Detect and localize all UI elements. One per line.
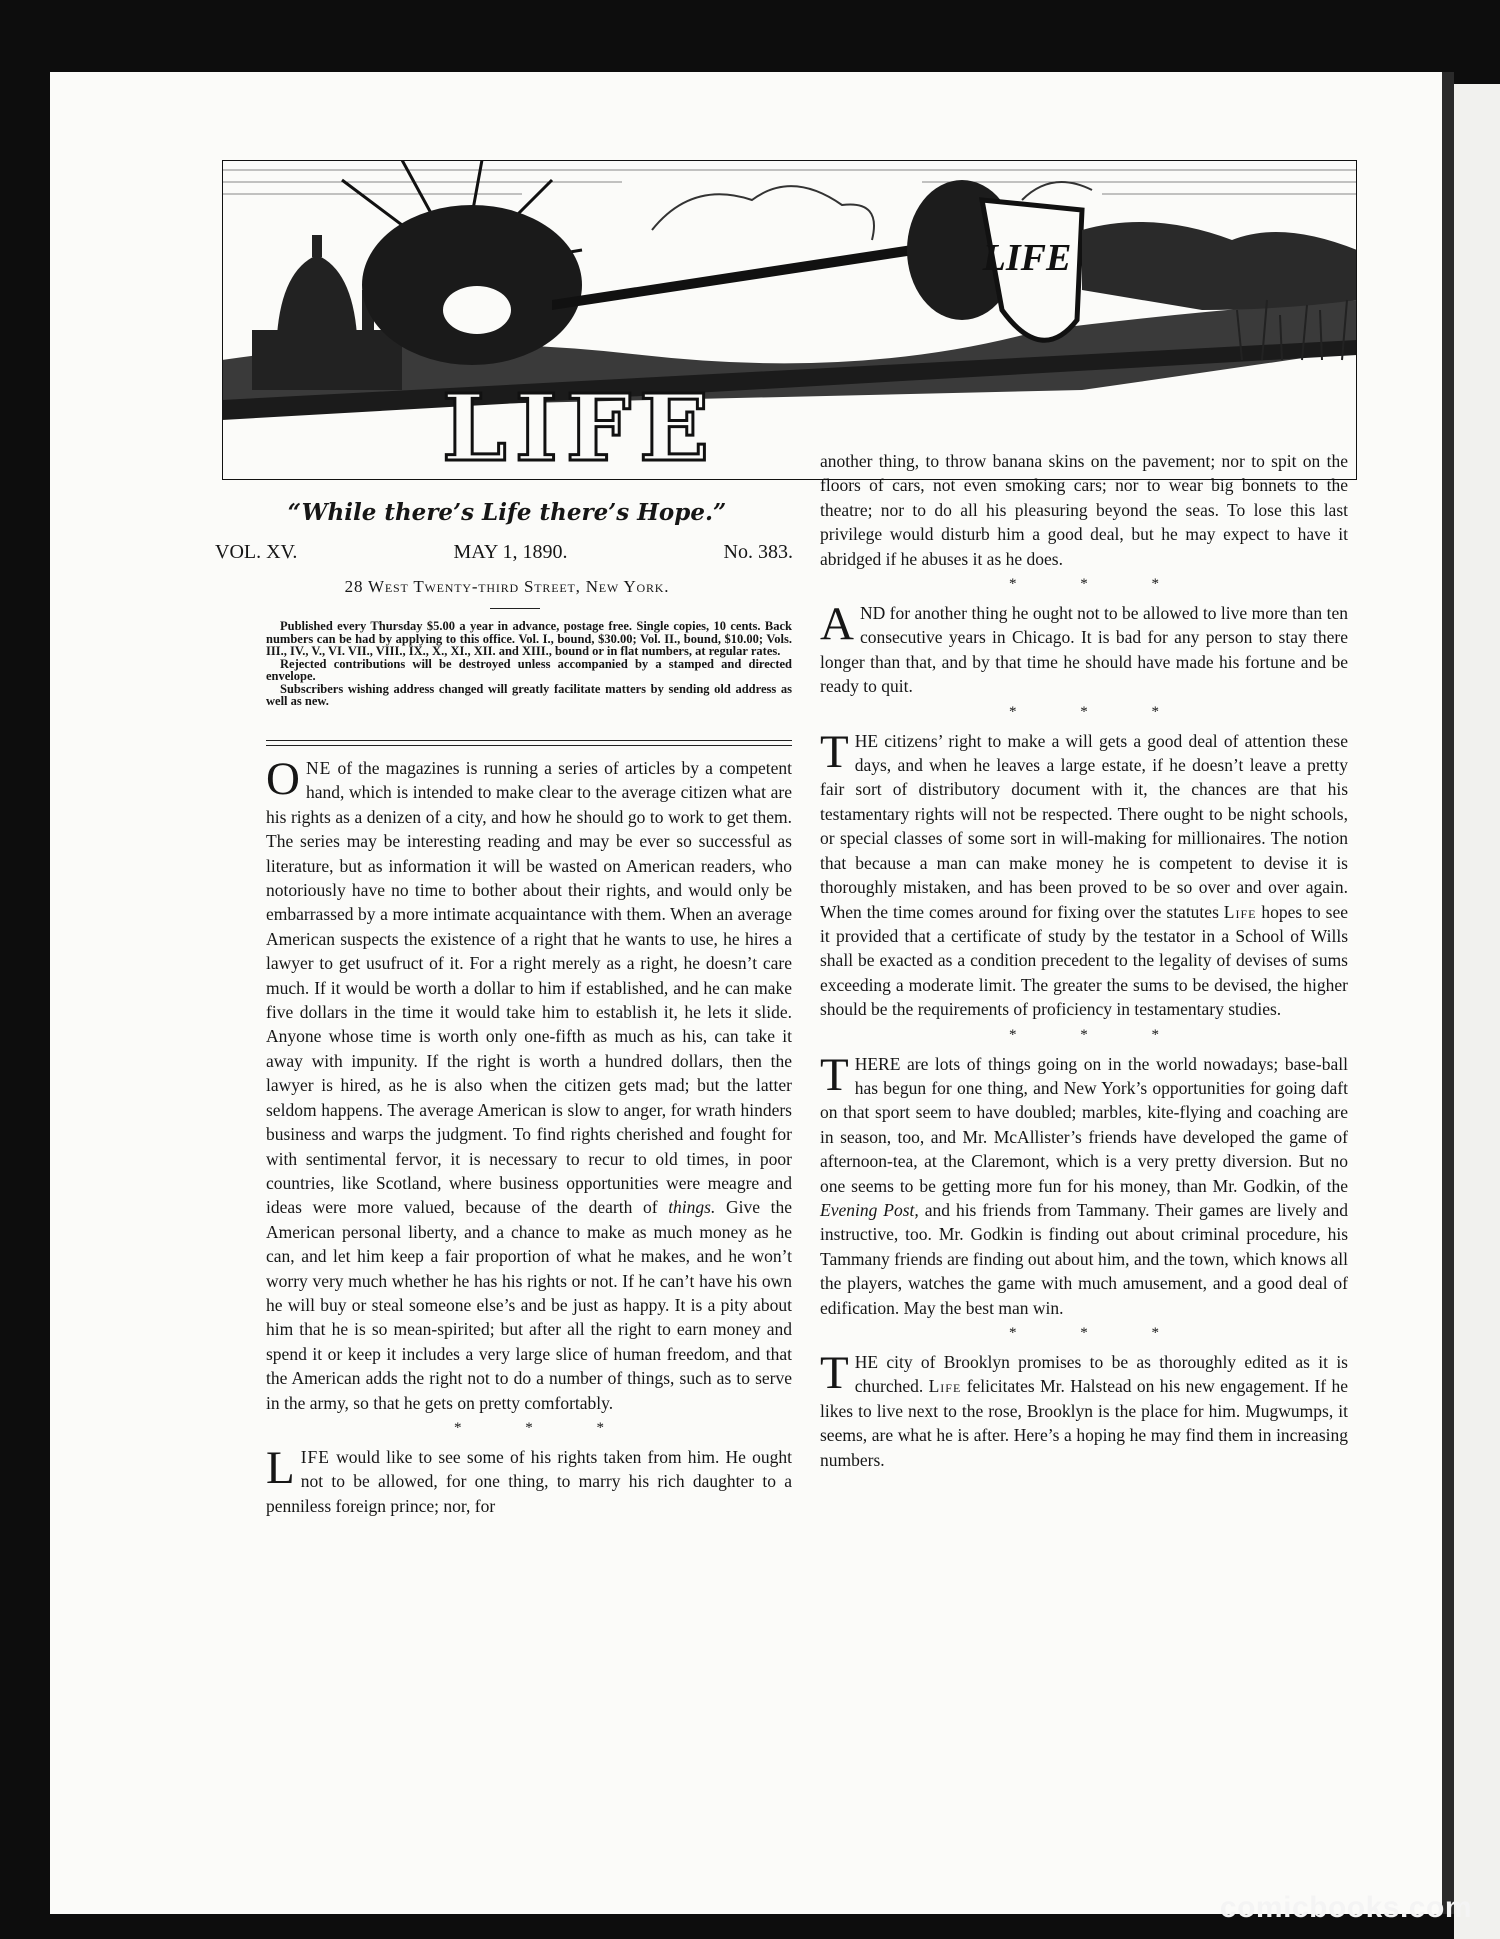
- motto: “While there’s Life there’s Hope.”: [287, 499, 727, 526]
- drop-cap: T: [820, 725, 849, 778]
- section-separator: * * *: [1009, 576, 1189, 593]
- issue-date: MAY 1, 1890.: [453, 541, 568, 563]
- divider: [490, 608, 540, 609]
- drop-cap: A: [820, 598, 854, 651]
- section-separator: * * *: [1009, 1026, 1189, 1043]
- article-column-left: [266, 753, 793, 1518]
- paragraph-chicago: AND for another thing he ought not to be allowed to live more than ten consecutive years in Chicago. It is bad for any person to stay there longer than that, and by that time he should have made his fortune and be ready to quit.: [820, 598, 1348, 697]
- section-separator: * * *: [1009, 703, 1189, 720]
- drop-cap: T: [820, 1347, 849, 1399]
- shield-label: LIFE: [982, 237, 1072, 279]
- paragraph-life-rights: LIFE would like to see some of his rights taken from him. He ought not to be allowed, for one thing, to marry his rich daughter to a penniless foreign prince; nor, for: [266, 1441, 792, 1516]
- publication-note-subscription: Published every Thursday $5.00 a year in advance, postage free. Single copies, 10 cents. Back numbers can be had by applying to this office. Vol. I., bound, $30.00; Vol. II., bound, $10.00; Vols. III., IV., V., VI. VII., VIII., IX., X., XI., XII. and XIII., bound or in flat numbers, at regular rates.: [266, 619, 792, 658]
- drop-cap: O: [266, 753, 300, 805]
- paragraph-brooklyn: THE city of Brooklyn promises to be as thoroughly edited as it is churched. Life felicitates Mr. Halstead on his new engagement. If he likes to live next to the rose, Brooklyn is the place for him. Mugwumps, it seems, are what he is after. Here’s a hoping he may find them in increasing numbers.: [820, 1347, 1348, 1470]
- section-separator: * * *: [454, 1419, 634, 1436]
- paragraph-continued: another thing, to throw banana skins on the pavement; nor to spit on the floors of cars, not even smoking cars; nor to wear big bonnets to the theatre; nor to do all his pleasuring beyond the seas. To lose this last privilege would disturb him a good deal, but he may expect to have it abridged if he abuses it as he does.: [820, 451, 1348, 569]
- volume-number: VOL. XV.: [215, 541, 298, 563]
- issue-number: No. 383.: [723, 541, 793, 563]
- publication-note: [266, 620, 792, 708]
- drop-cap: L: [266, 1441, 295, 1494]
- paragraph-rights: ONE of the magazines is running a series of articles by a competent hand, which is intended to make clear to the average citizen what are his rights as a denizen of a city, and how he should go to work to get them. The series may be interesting reading and may be ever so successful as literature, but as information it will be wasted on American readers, who notoriously have no time to bother about their rights, and would only be embarrassed by a more intimate acquaintance with them. When an average American suspects the existence of a right that he wants to use, he hires a lawyer to get usufruct of it. For a right merely as a right, he doesn’t care much. If it would be worth a dollar to him if established, and he can make five dollars in the time it would take him to establish it, he lets it slide. Anyone whose time is worth only one-fifth as much as his, can take it away with impunity. If the right is worth a hundred dollars, then the lawyer is hired, as he is also when the citizen gets mad; but the latter seldom happens. The average American is slow to anger, for wrath hinders business and warps the judgment. To find rights cherished and fought for with sentimental fervor, it is necessary to recur to old times, in poor countries, like Scotland, where business opportunities were meagre and ideas were more valued, because of the dearth of things. Give the American personal liberty, and a chance to make as much money as he can, and let him keep a fair proportion of what he makes, and he won’t worry very much whether he has his rights or not. If he can’t have his own he will buy or steal someone else’s and be just as happy. It is a pity about him that he is so mean-spirited; but after all the right to earn money and spend it or keep it includes a very large slice of human freedom, and that the American adds the right not to do a number of things, such as to serve in the army, so that he gets on pretty comfortably.: [266, 753, 793, 1413]
- paragraph-wills: THE citizens’ right to make a will gets a good deal of attention these days, and when he leaves a large estate, if he doesn’t leave a pretty fair sort of distributory document with it, the chances are that his testamentary rights will not be respected. There ought to be night schools, or special classes of some sort in will-making for millionaires. The notion that because a man can make money he is competent to devise it is thoroughly mistaken, and has been proved to be so over and over again. When the time comes around for fixing over the statutes Life hopes to see it provided that a certificate of study by the testator in a School of Wills shall be exacted as a condition precedent to the legality of devises of sums exceeding a moderate limit. The greater the sums to be devised, the higher should be the requirements of proficiency in testamentary studies.: [820, 725, 1348, 1020]
- issue-info-row: [215, 541, 793, 564]
- drop-cap: T: [820, 1048, 849, 1101]
- divider: [266, 740, 792, 741]
- divider: [266, 745, 792, 746]
- masthead-title: LIFE: [442, 374, 718, 480]
- masthead-illustration: [222, 160, 1357, 480]
- office-address: 28 West Twenty-third Street, New York.: [344, 577, 670, 596]
- section-separator: * * *: [1009, 1325, 1189, 1341]
- page-gutter: [1442, 72, 1454, 1914]
- watermark: comicbooks.com: [1219, 1891, 1472, 1924]
- article-column-right: [820, 449, 1348, 1472]
- paragraph-godkin: THERE are lots of things going on in the world nowadays; base-ball has begun for one thing, and New York’s opportunities for going daft on that sport seem to have doubled; marbles, kite-flying and coaching are in season, too, and Mr. McAllister’s friends have developed the game of afternoon-tea, at the Claremont, which is a very pretty diversion. But no one seems to be getting more fun for his money, than Mr. Godkin, of the Evening Post, and his friends from Tammany. Their games are lively and instructive, too. Mr. Godkin is finding out about criminal procedure, his Tammany friends are finding out about him, and the town, which knows all the players, watches the game with much amusement, and a good deal of edification. May the best man win.: [820, 1048, 1348, 1318]
- publication-note-address-change: Subscribers wishing address changed will greatly facilitate matters by sending old address as well as new.: [266, 681, 792, 708]
- facing-page-edge: [1454, 84, 1500, 1939]
- publication-note-contributions: Rejected contributions will be destroyed unless accompanied by a stamped and directed envelope.: [266, 656, 792, 683]
